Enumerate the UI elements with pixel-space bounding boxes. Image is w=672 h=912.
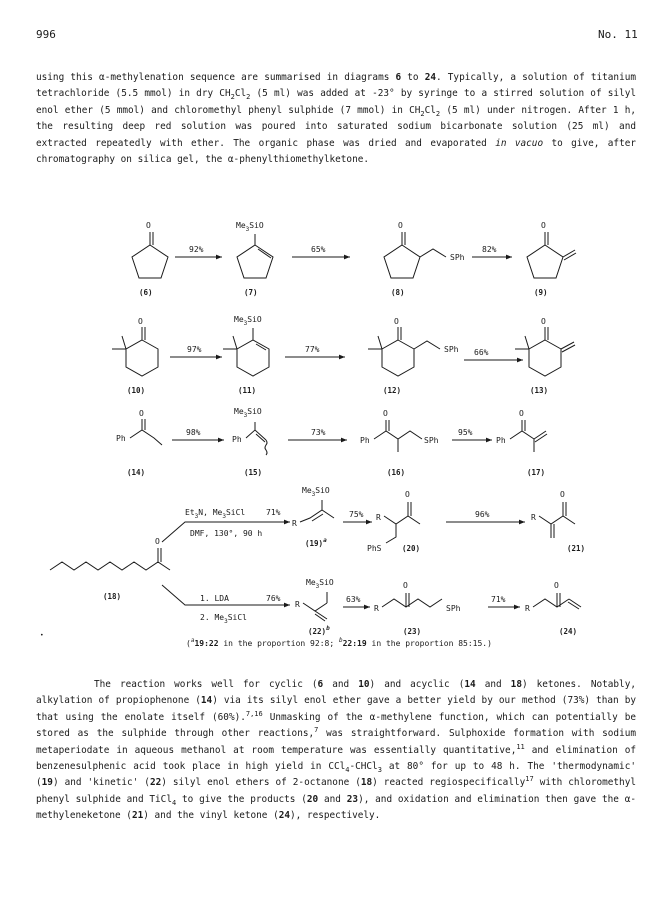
svg-text:Me3SiO: $Me_3SiO$ <box>306 578 334 590</box>
yield-7-8: 65% <box>311 245 326 254</box>
svg-text:O: O <box>398 221 403 230</box>
svg-text:O: O <box>139 409 144 418</box>
label-19: (19) <box>305 539 324 548</box>
compound-18 <box>50 537 170 601</box>
yield-23-24: 71% <box>491 595 506 604</box>
yield-19-20: 75% <box>349 510 364 519</box>
svg-text:R: R <box>531 513 536 522</box>
compound-16 <box>360 409 439 477</box>
yield-16-17: 95% <box>458 428 473 437</box>
label-7: (7) <box>244 288 258 297</box>
svg-text:SPh: SPh <box>444 345 459 354</box>
label-13: (13) <box>530 386 549 395</box>
compound-24 <box>525 581 581 636</box>
svg-text:O: O <box>146 221 151 230</box>
compound-13 <box>515 317 575 395</box>
label-21: (21) <box>567 544 586 553</box>
yield-22-23: 63% <box>346 595 361 604</box>
compound-14 <box>116 409 162 477</box>
label-23: (23) <box>403 627 422 636</box>
svg-text:O: O <box>554 581 559 590</box>
compound-6 <box>132 221 168 297</box>
yield-18-19: 71% <box>266 508 281 517</box>
svg-text:O: O <box>405 490 410 499</box>
svg-text:SPh: SPh <box>424 436 439 445</box>
compound-15 <box>232 407 267 477</box>
svg-text:PhS: PhS <box>367 544 382 553</box>
svg-text:R: R <box>295 600 300 609</box>
label-8: (8) <box>391 288 405 297</box>
svg-text:O: O <box>394 317 399 326</box>
svg-text:R: R <box>376 513 381 522</box>
compound-8 <box>384 221 465 297</box>
label-18: (18) <box>103 592 122 601</box>
compound-21 <box>531 490 585 553</box>
svg-text:R: R <box>525 604 530 613</box>
compound-19 <box>292 486 334 548</box>
issue-number: No. 11 <box>598 28 638 41</box>
yield-18-22: 76% <box>266 594 281 603</box>
conditions-upper: $Et_3N$, $Me_3SiCl$ <box>185 508 246 520</box>
yield-8-9: 82% <box>482 245 497 254</box>
label-11: (11) <box>238 386 257 395</box>
compound-17 <box>496 409 547 477</box>
svg-text:O: O <box>383 409 388 418</box>
stray-mark: • <box>40 632 44 639</box>
svg-text:Me3SiO: $Me_3SiO$ <box>234 315 262 327</box>
label-24: (24) <box>559 627 578 636</box>
intro-paragraph: using this α-methylenation sequence are summarised in diagrams 6 to 24. Typically, a solution of titanium tetrachloride (5.5 mmol) in dry $CH_2Cl_2$ (5 ml) was added at -23° by syringe to a stirred solution of silyl enol ether (5 mmol) and chloromethyl phenyl sulphide (7 mmol) in $CH_2Cl_2$ (5 ml) under nitrogen. After 1 h, the resulting deep red solution was poured into saturated sodium bicarbonate solution (25 ml) and extracted repeatedly with ether. The organic phase was dried and evaporated in vacuo to give, after chromatography on silica gel, the α-phenylthiomethylketone. <box>36 72 637 166</box>
svg-text:SPh: SPh <box>450 253 465 262</box>
svg-text:R: R <box>292 519 297 528</box>
label-10: (10) <box>127 386 146 395</box>
svg-text:O: O <box>541 221 546 230</box>
yield-6-7: 92% <box>189 245 204 254</box>
conditions-lower-1: 1. LDA <box>200 594 229 603</box>
svg-text:Ph: Ph <box>360 436 370 445</box>
label-22: (22) <box>308 627 327 636</box>
svg-text:O: O <box>560 490 565 499</box>
svg-text:O: O <box>541 317 546 326</box>
yield-14-15: 98% <box>186 428 201 437</box>
svg-text:O: O <box>155 537 160 546</box>
compound-11 <box>223 315 269 395</box>
conditions-lower-2: 2. $Me_3SiCl$ <box>200 613 247 625</box>
label-17: (17) <box>527 468 546 477</box>
yield-11-12: 77% <box>305 345 320 354</box>
label-14: (14) <box>127 468 146 477</box>
yield-12-13: 66% <box>474 348 489 357</box>
scheme-footnote: ($^a$19:22 in the proportion 92:8; $^b$22:19 in the proportion 85:15.) <box>186 637 492 648</box>
yield-20-21: 96% <box>475 510 490 519</box>
svg-text:(22)b: $(22)^b$ <box>308 625 330 636</box>
svg-text:SPh: SPh <box>446 604 461 613</box>
svg-text:Me3SiO: $Me_3SiO$ <box>236 221 264 233</box>
label-9: (9) <box>534 288 548 297</box>
label-12: (12) <box>383 386 402 395</box>
svg-text:Ph: Ph <box>496 436 506 445</box>
svg-text:Me3SiO: $Me_3SiO$ <box>234 407 262 419</box>
svg-text:O: O <box>138 317 143 326</box>
page-number: 996 <box>36 28 56 41</box>
svg-text:Me3SiO: $Me_3SiO$ <box>302 486 330 498</box>
yield-10-11: 97% <box>187 345 202 354</box>
label-15: (15) <box>244 468 263 477</box>
compound-10 <box>112 317 158 395</box>
label-16: (16) <box>387 468 406 477</box>
compound-7 <box>236 221 273 297</box>
svg-text:Ph: Ph <box>232 435 242 444</box>
yield-15-16: 73% <box>311 428 326 437</box>
compound-9 <box>527 221 576 297</box>
compound-23 <box>374 581 461 636</box>
svg-text:Ph: Ph <box>116 434 126 443</box>
svg-text:O: O <box>519 409 524 418</box>
compound-20 <box>367 490 420 553</box>
conditions-upper-2: DMF, 130°, 90 h <box>190 529 263 538</box>
compound-12 <box>368 317 459 395</box>
svg-text:O: O <box>403 581 408 590</box>
body-paragraph: The reaction works well for cyclic (6 and 10) and acyclic (14 and 18) ketones. Notably, alkylation of propiophenone (14) via its silyl enol ether gave a better yield by our method (73%) than by that using the enolate itself (60%).$^{7,16}$ Unmasking of the α-methylene function, which can potentially be stored as the sulphide through other reactions,$^7$ was straightforward. Sulphoxide formation with sodium metaperiodate in aqueous methanol at room temperature was essentially quantitative,$^{11}$ and elimination of benzenesulphenic acid took place in high yield in CCl$_4$-CHCl$_3$ at 80° for up to 48 h. The 'thermodynamic' (19) and 'kinetic' (22) silyl enol ethers of 2-octanone (18) reacted regiospecifically$^{17}$ with chloromethyl phenyl sulphide and TiCl$_4$ to give the products (20 and 23), and oxidation and elimination then gave the α-methyleneketone (21) and the vinyl ketone (24), respectively. <box>36 679 636 822</box>
label-6: (6) <box>139 288 153 297</box>
svg-text:R: R <box>374 604 379 613</box>
compound-22 <box>295 578 334 636</box>
svg-text:(19)a: $(19)^a$ <box>305 537 327 548</box>
reaction-scheme <box>0 200 672 650</box>
label-20: (20) <box>402 544 421 553</box>
